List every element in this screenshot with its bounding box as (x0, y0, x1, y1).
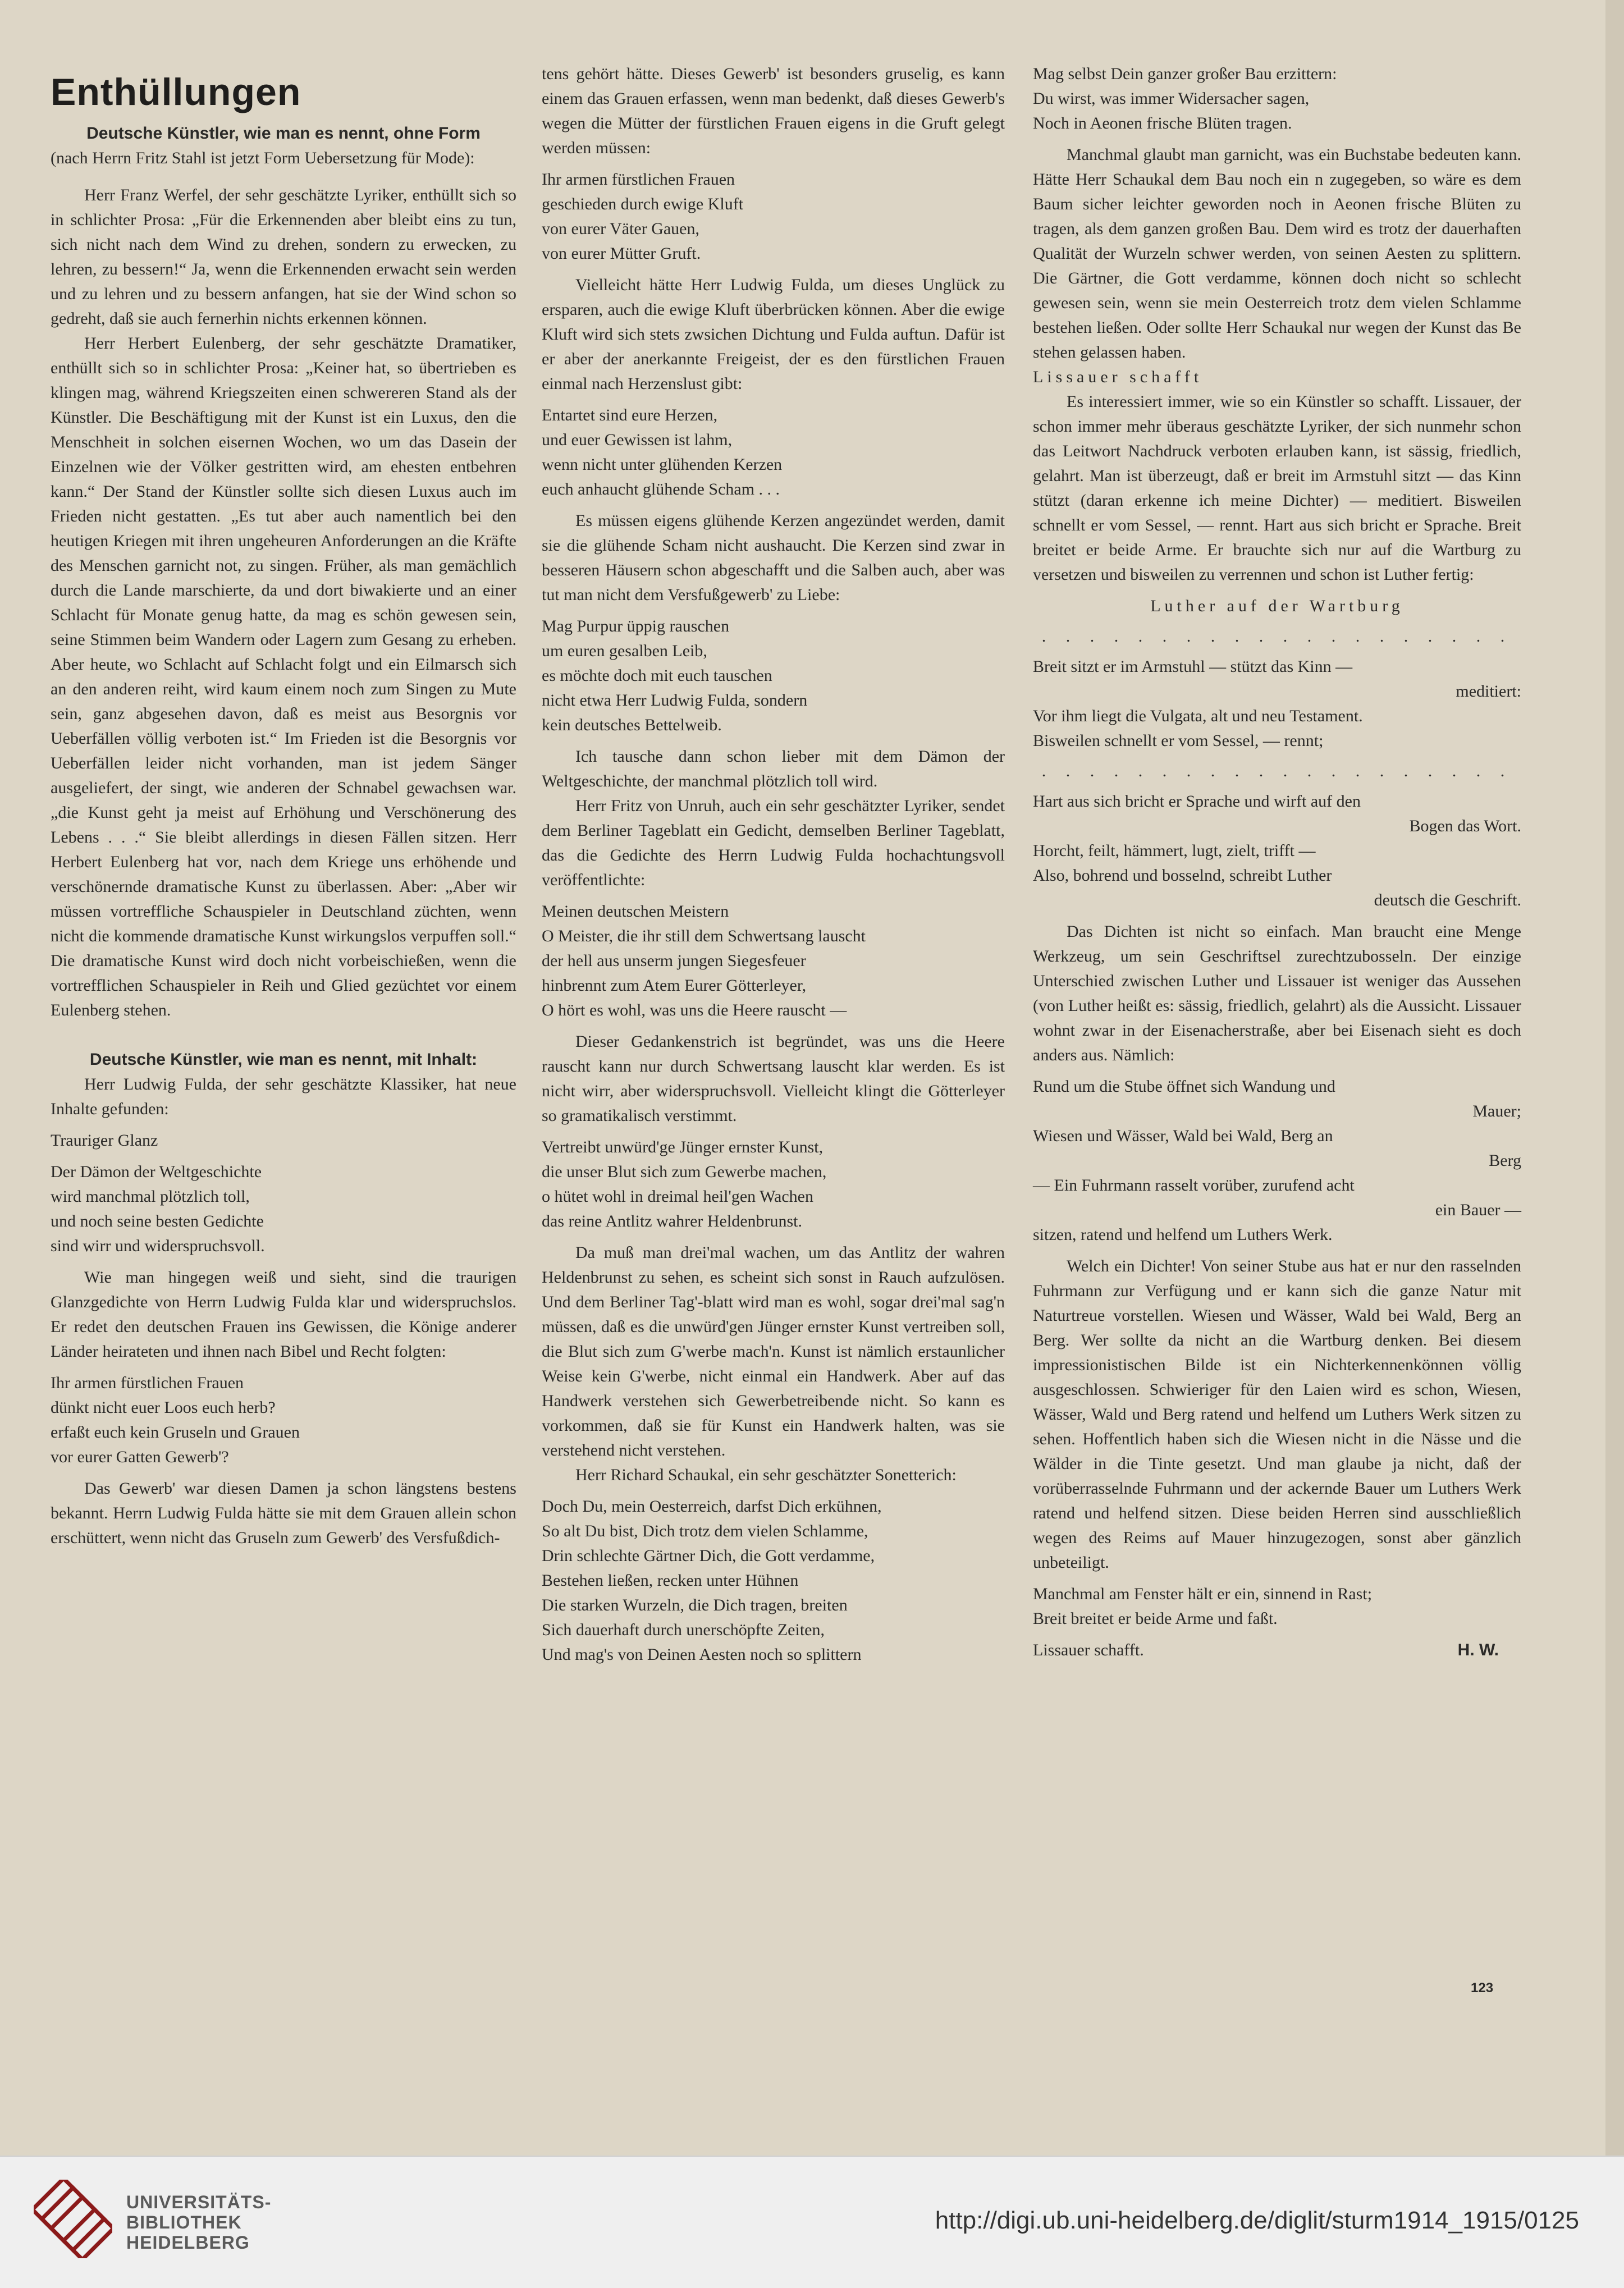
ellipsis-row: . . . . . . . . . . . . . . . . . . . . (1041, 762, 1513, 780)
section-heading-lissauer: Lissauer schafft (1033, 368, 1203, 386)
section-heading-ohne-form: Deutsche Künstler, wie man es nennt, ohne Form (86, 124, 481, 143)
paragraph-kerzen: Es müssen eigens glühende Kerzen angezündet werden, damit sie die glühende Scham nicht aushaucht. Die Kerzen sind zwar in besseren Häusern schon abgeschafft und die Salben auch, aber was tut man nicht dem Versfußgewerb' zu Liebe: (542, 511, 1005, 604)
paragraph-lissauer: Es interessiert immer, wie so ein Künstler so schafft. Lissauer, der schon immer mehr überaus geschätzte Lyriker, der sich nunmehr schon das Leitwort Nachdruck verboten erlauben kann, ist sässig, friedlich, gelahrt. Man ist überzeugt, daß er breit im Armstuhl sitzt — das Kinn stützt (daran erkenne ich meine Dichter) — meditiert. Bisweilen schnellt er vom Sessel, — rennt. Hart aus sich bricht er Sprache. Breit breitet er beide Arme. Er brauchte sich nur auf die Wartburg zu versetzen und bisweilen zu verrennen und schon ist Luther fertig: (1033, 392, 1521, 584)
library-name: UNIVERSITÄTS- BIBLIOTHEK HEIDELBERG (126, 2192, 272, 2253)
paragraph-welch-ein-dichter: Welch ein Dichter! Von seiner Stube aus hat er nur den rasselnden Fuhrmann zur Verfügung und er kann sich die ganze Natur mit Naturtreue vorstellen. Wiesen und Wässer, Wald bei Wald, Berg an Berg. Wer sollte da nicht an die Wartburg denken. Bei diesem impressionistischen Bilde ist ein Nichterkennenkönnen völlig ausgeschlossen. Schwieriger für den Laien wird es schon, Wiesen, Wässer, Wald und Berg ratend und helfend um Luthers Werk sitzen zu sehen. Hoffentlich haben sich die Wiesen nicht in die Nässe und die Wälder in die Tinte gesetzt. Und man glaube ja nicht, daß der vorüberrasselnde Fuhrmann und der ackernde Bauer um Luthers Werk ratend und helfend sitzen. Diese beiden Herren sind ausschließlich wegen des Reims auf Mauer hinzugezogen, sonst aber gänzlich unbeteiligt. (1033, 1257, 1521, 1572)
column-2 (542, 62, 1005, 1674)
author-signature: H. W. (1457, 1641, 1499, 1659)
paragraph-antlitz: Da muß man drei'mal wachen, um das Antlitz der wahren Heldenbrunst zu sehen, es scheint sich sonst in Rauch aufzulösen. Und dem Berliner Tag'-blatt wird man es wohl, sogar drei'mal sag'n müssen, daß es die unwürd'gen Jünger ernster Kunst vertreiben soll, die Blut sich zum G'werbe mach'n. Kunst ist nämlich erstaunlicher Weise kein G'werbe, nicht einmal ein Handwerk. Aber auf das Handwerk verstehen sich Gewerbetreibende nicht. So kann es vorkommen, daß sie für Kunst ein Handwerk halten, was sie verstehend nicht verstehen. (542, 1243, 1005, 1459)
paragraph-glanzgedichte: Wie man hingegen weiß und sieht, sind die traurigen Glanzgedichte von Herrn Ludwig Fulda klar und widerspruchslos. Er redet den deutschen Frauen ins Gewissen, die Könige anderer Länder heirateten und ihnen nach Bibel und Recht folgten: (51, 1268, 516, 1361)
page-number: 123 (1471, 1980, 1494, 1996)
column-1 (51, 62, 516, 1550)
paragraph-fulda-intro: Herr Ludwig Fulda, der sehr geschätzte Klassiker, hat neue Inhalte gefunden: (51, 1075, 516, 1118)
paragraph-unruh: Herr Fritz von Unruh, auch ein sehr geschätzter Lyriker, sendet dem Berliner Tageblatt ein Gedicht, demselben Berliner Tageblatt, das die Gedichte des Herrn Ludwig Fulda hochachtungsvoll veröffentlichte: (542, 797, 1005, 889)
poem-oesterreich: Doch Du, mein Oesterreich, darfst Dich erkühnen, So alt Du bist, Dich trotz dem vielen Schlamme, Drin schlechte Gärtner Dich, die Gott verdamme, Bestehen ließen, recken unter Hühnen Die starken Wurzeln, die Dich tragen, breiten Sich dauerhaft durch unerschöpfte Zeiten, Und mag's von Deinen Aesten noch so splittern (542, 1497, 882, 1664)
poem-luther-1: Breit sitzt er im Armstuhl — stützt das Kinn — meditiert: Vor ihm liegt die Vulgata, alt und neu Testament. Bisweilen schnellt er vom Sessel, — rennt; (1033, 657, 1521, 750)
ellipsis-row: . . . . . . . . . . . . . . . . . . . . (1041, 627, 1513, 646)
poem-title-luther: Luther auf der Wartburg (1150, 597, 1404, 615)
poem-meinen-deutschen-meistern: Meinen deutschen Meistern O Meister, die ihr still dem Schwertsang lauscht der hell aus unserm jungen Siegesfeuer hinbrennt zum Atem Eurer Götterleyer, O hört es wohl, was uns die Heere rauscht — (542, 902, 866, 1019)
paragraph-buchstabe: Manchmal glaubt man garnicht, was ein Buchstabe bedeuten kann. Hätte Herr Schaukal dem Bau noch ein n zugegeben, so wäre es dem Baum sicher leichter geworden noch in Aeonen frische Blüten zu tragen, als dem ganzen großen Bau. Dem wird es trotz der dauerhaften Qualität der Wurzeln schwer werden, von seinen Aesten zu splittern. Die Gärtner, die Gott verdamme, können doch nicht so schlecht gewesen sein, wenn sie mein Oesterreich trotz dem vielen Schlamme bestehen ließen. Oder sollte Herr Schaukal nur wegen der Kunst das Be stehen gelassen haben. (1033, 145, 1521, 361)
library-footer (0, 2156, 1624, 2288)
poem-herzen: Entartet sind eure Herzen, und euer Gewissen ist lahm, wenn nicht unter glühenden Kerzen euch anhaucht glühende Scham . . . (542, 406, 783, 498)
closing-text: Lissauer schafft. (1033, 1641, 1144, 1659)
scan-edge (1605, 0, 1624, 2156)
poem-luther-2: Hart aus sich bricht er Sprache und wirft auf den Bogen das Wort. Horcht, feilt, hämmert, lugt, zielt, trifft — Also, bohrend und bosselnd, schreibt Luther deutsch die Geschrift. (1033, 792, 1521, 909)
poem-gruft: Ihr armen fürstlichen Frauen geschieden durch ewige Kluft von eurer Väter Gauen, von eurer Mütter Gruft. (542, 170, 744, 263)
poem-purpur: Mag Purpur üppig rauschen um euren gesalben Leib, es möchte doch mit euch tauschen nicht etwa Herr Ludwig Fulda, sondern kein deutsches Bettelweib. (542, 617, 808, 734)
poem-title-trauriger-glanz: Trauriger Glanz (51, 1131, 158, 1150)
poem-trauriger-glanz: Der Dämon der Weltgeschichte wird manchmal plötzlich toll, und noch seine besten Gedichte sind wirr und widerspruchsvoll. (51, 1163, 265, 1255)
poem-oesterreich-cont: Mag selbst Dein ganzer großer Bau erzittern: Du wirst, was immer Widersacher sagen, Noch in Aeonen frische Blüten tragen. (1033, 65, 1337, 132)
signature-line (1033, 1638, 1521, 1663)
page-title: Enthüllungen (51, 71, 301, 113)
poem-stube: Rund um die Stube öffnet sich Wandung und Mauer; Wiesen und Wässer, Wald bei Wald, Berg an Berg — Ein Fuhrmann rasselt vorüber, zurufend acht ein Bauer — sitzen, ratend und helfend um Luthers Werk. (1033, 1077, 1521, 1244)
column-3 (1033, 62, 1521, 1663)
library-logo-icon (34, 2180, 112, 2258)
paragraph-dichten: Das Dichten ist nicht so einfach. Man braucht eine Menge Werkzeug, um sein Geschriftsel zurechtzubosseln. Der einzige Unterschied zwischen Luther und Lissauer ist weniger das Aussehen (von Luther heißt es: sässig, friedlich, gelahrt) als die Aussicht. Lissauer wohnt zwar in der Eisenacherstraße, aber bei Eisenach sieht es doch anders aus. Nämlich: (1033, 922, 1521, 1064)
poem-fenster: Manchmal am Fenster hält er ein, sinnend in Rast; Breit breitet er beide Arme und faßt. (1033, 1585, 1373, 1628)
paragraph-werfel: Herr Franz Werfel, der sehr geschätzte Lyriker, enthüllt sich so in schlichter Prosa: „Für die Erkennenden aber bleibt eins zu tun, sich nicht nach dem Wind zu drehen, sondern zu erwecken, zu lehren, zu bessern!“ Ja, wenn die Erkennenden erwacht sein werden und zu lehren und zu bessern anfangen, hat sie der Wind schon so gedreht, daß sie auch fernerhin nichts erkennen können. (51, 186, 516, 328)
source-url-link[interactable]: http://digi.ub.uni-heidelberg.de/diglit/sturm1914_1915/0125 (935, 2207, 1579, 2234)
poem-fuerstliche-frauen: Ihr armen fürstlichen Frauen dünkt nicht euer Loos euch herb? erfaßt euch kein Gruseln und Grauen vor eurer Gatten Gewerb'? (51, 1374, 300, 1466)
poem-vertreibt: Vertreibt unwürd'ge Jünger ernster Kunst, die unser Blut sich zum Gewerbe machen, o hütet wohl in dreimal heil'gen Wachen das reine Antlitz wahrer Heldenbrunst. (542, 1138, 827, 1230)
paragraph-daemon: Ich tausche dann schon lieber mit dem Dämon der Weltgeschichte, der manchmal plötzlich toll wird. (542, 747, 1005, 790)
section-heading-mit-inhalt: Deutsche Künstler, wie man es nennt, mit Inhalt: (89, 1050, 478, 1069)
paragraph-gewerb-cont: tens gehört hätte. Dieses Gewerb' ist besonders gruselig, es kann einem das Grauen erfassen, wenn man bedenkt, daß dieses Gewerb's wegen die Mütter der fürstlichen Frauen eigens in die Gruft gelegt werden müssen: (542, 65, 1005, 157)
paragraph-kluft: Vielleicht hätte Herr Ludwig Fulda, um dieses Unglück zu ersparen, auch die ewige Kluft überbrücken können. Aber die ewige Kluft wird sich stets zwsichen Dichtung und Fulda auftun. Dafür ist er aber der anerkannte Freigeist, der es den fürstlichen Frauen einmal nach Herzenslust gibt: (542, 276, 1005, 393)
section-subheading: (nach Herrn Fritz Stahl ist jetzt Form Uebersetzung für Mode): (51, 149, 475, 167)
paragraph-gewerb: Das Gewerb' war diesen Damen ja schon längstens bestens bekannt. Herrn Ludwig Fulda hätte sie mit dem Grauen allein schon erschüttert, wenn nicht das Gruseln zum Gewerb' des Versfußdich- (51, 1479, 516, 1547)
paragraph-gedankenstrich: Dieser Gedankenstrich ist begründet, was uns die Heere rauscht kann nur durch Schwertsang lauscht klar werden. Es ist nicht wirr, aber widerspruchsvoll. Vielleicht klingt die Götterleyer so gramatikalisch verstimmt. (542, 1032, 1005, 1125)
paragraph-schaukal: Herr Richard Schaukal, ein sehr geschätzter Sonetterich: (575, 1466, 957, 1484)
paragraph-eulenberg: Herr Herbert Eulenberg, der sehr geschätzte Dramatiker, enthüllt sich so in schlichter Prosa: „Keiner hat, so übertrieben es klingen mag, während Kriegszeiten einen schwereren Stand als der Künstler. Die Beschäftigung mit der Kunst ist ein Luxus, den die Menschheit in solchen eisernen Wochen, wo um das Dasein der Einzelnen wie der Völker gestritten wird, am ehesten entbehren kann.“ Der Stand der Künstler sollte sich diesen Luxus auch im Frieden nicht gestatten. „Es tut aber auch namentlich bei den heutigen Kriegen mit ihren ungeheuren Anforderungen an die Kräfte des Menschen garnicht not, zu singen. Früher, als man gemächlich durch die Lande marschierte, da und dort biwakierte und an einer Schlacht für Monate genug hatte, da mag es schön gewesen sein, seine Stimmen beim Wandern oder Lagern zum Gesang zu erheben. Aber heute, wo Schlacht auf Schlacht folgt und ein Eilmarsch sich an den anderen reiht, wird kaum einem noch zum Singen zu Mute sein, ganz abgesehen davon, daß es meist aus Besorgnis vor Ueberfällen völlig verboten ist.“ Im Frieden ist die Besorgnis vor Ueberfällen leider nicht vorhanden, man ist jedem Sänger ausgeliefert, der singt, wie anderen der Schnabel gewachsen war. „die Kunst geht ja meist auf Erhöhung und Verschönerung des Lebens . . .“ Sie bleibt allerdings in diesen Fällen sitzen. Herr Herbert Eulenberg hat vor, nach dem Kriege uns erhöhende und verschönernde dramatische Kunst zu überlassen. Aber: „Aber wir müssen vortreffliche Schauspieler in Deutschland züchten, wenn nicht die kommende dramatische Kunst wirkungslos verpuffen soll.“ Die dramatische Kunst wird doch nicht vorbeischießen, wenn die vortrefflichen Schauspieler in Reih und Glied gezüchtet vor einem Eulenberg stehen. (51, 334, 516, 1019)
